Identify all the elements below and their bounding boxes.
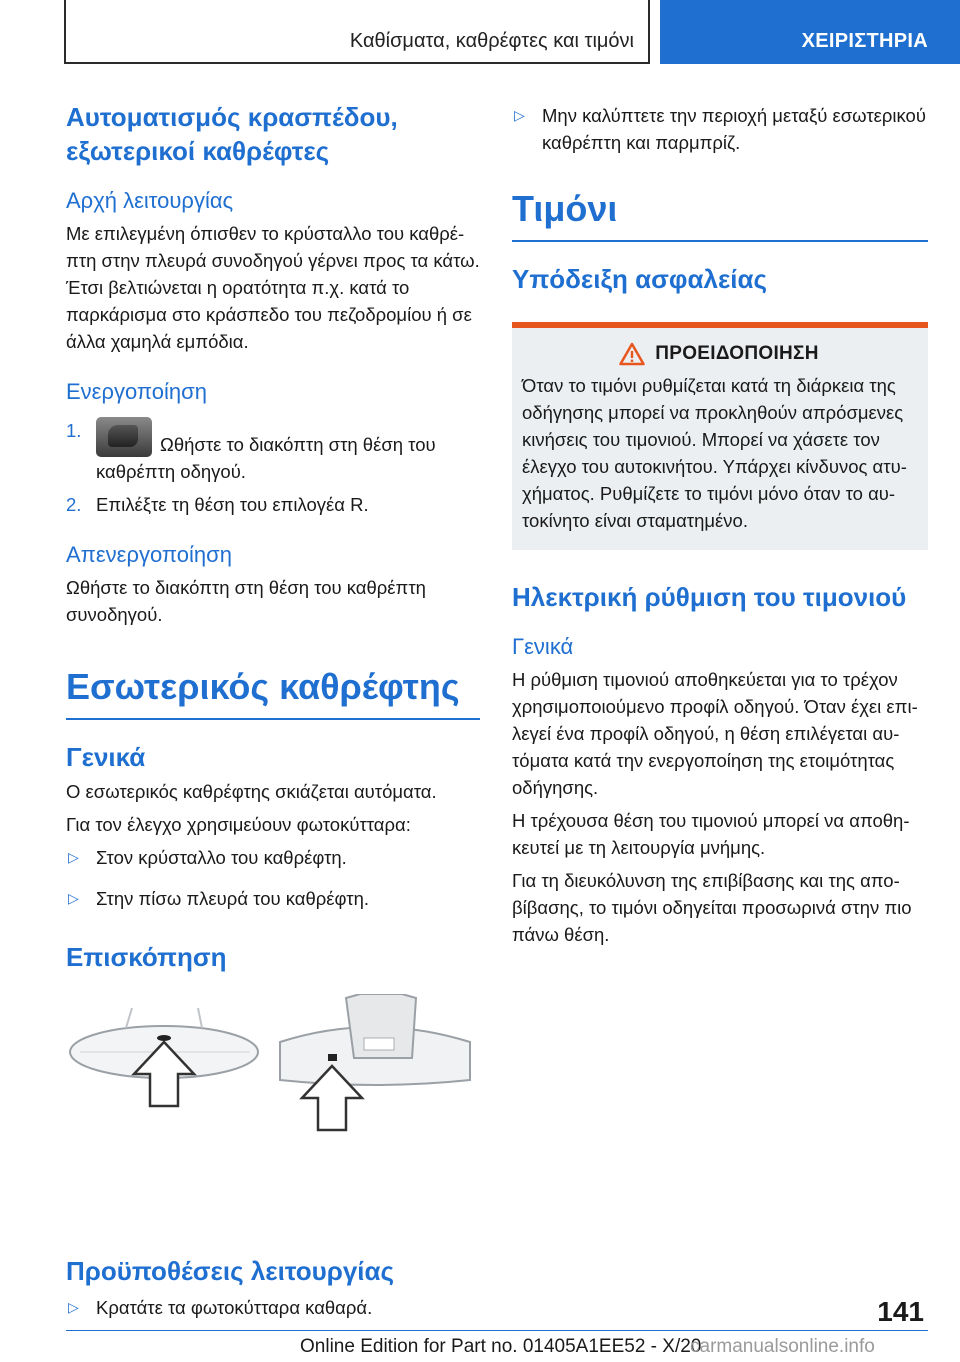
principle-heading: Αρχή λειτουργίας <box>66 188 234 213</box>
triangle-right-icon: ▷ <box>68 890 79 906</box>
safety-heading: Υπόδειξη ασφαλείας <box>512 264 768 294</box>
warning-header <box>522 342 916 366</box>
right-column <box>512 100 928 948</box>
overview-heading: Επισκόπηση <box>66 942 227 972</box>
activation-steps <box>66 417 480 518</box>
triangle-right-icon: ▷ <box>514 107 525 123</box>
interior-mirror-title: Εσωτερικός καθρέφτης <box>66 664 480 720</box>
mirror-switch-icon <box>96 417 152 457</box>
chapter-title: Καθίσματα, καθρέφτες και τιμόνι <box>349 30 634 52</box>
general-text-2: Για τον έλεγχο χρησιμεύουν φωτοκύτταρα: <box>66 814 411 835</box>
prereq-heading: Προϋποθέσεις λειτουργίας <box>66 1256 395 1286</box>
list-item <box>66 885 480 912</box>
activation-heading: Ενεργοποίηση <box>66 379 207 404</box>
left-column <box>66 100 480 1321</box>
header-chapter-box <box>64 0 650 64</box>
prereq-list <box>66 1294 480 1321</box>
list-item-text: Στην πίσω πλευρά του καθρέφτη. <box>96 888 369 909</box>
footer-watermark[interactable]: carmanualsonline.info <box>690 1336 875 1357</box>
triangle-right-icon: ▷ <box>68 1299 79 1315</box>
step-text: Ωθήστε το διακόπτη στη θέση του καθρέπτη οδηγού. <box>96 434 436 482</box>
mirror-photo <box>66 994 480 1244</box>
section-tab[interactable] <box>660 0 960 64</box>
step-item <box>66 491 480 518</box>
footer-divider <box>66 1330 928 1331</box>
deactivation-text: Ωθήστε το διακόπτη στη θέση του καθρέπτη συνοδηγού. <box>66 577 426 625</box>
list-item-text: Μην καλύπτετε την περιοχή μεταξύ εσωτερικού καθρέπτη και παρμπρίζ. <box>542 105 926 153</box>
step-item <box>66 417 480 485</box>
steering-title: Τιμόνι <box>512 186 928 242</box>
mirror-illustration <box>66 994 480 1244</box>
general-text-1: Ο εσωτερικός καθρέφτης σκιάζεται αυτόματα. <box>66 781 437 802</box>
step-text: Επιλέξτε τη θέση του επιλογέα R. <box>96 494 369 515</box>
auto-dip-title: Αυτοματισμός κρασπέδου, εξωτερικοί καθρέφτες <box>66 102 398 166</box>
deactivation-heading: Απενεργοποίηση <box>66 542 232 567</box>
electric-heading: Ηλεκτρική ρύθμιση του τιμονιού <box>512 582 907 612</box>
prereq-list-cont <box>512 102 928 156</box>
list-item <box>512 102 928 156</box>
list-item-text: Κρατάτε τα φωτοκύτταρα καθαρά. <box>96 1297 373 1318</box>
electric-text-1: Η ρύθμιση τιμονιού αποθηκεύεται για το τρέχον χρησιμοποιούμενο προφίλ οδηγού. Όταν έχει επιλεγεί ένα προφίλ οδηγού, η θέση επιλέγεται αυτόματα κατά την ενεργοποίηση της ετοιμότητας οδήγησης. <box>512 669 918 798</box>
section-tab-label: ΧΕΙΡΙΣΤΗΡΙΑ <box>801 30 928 52</box>
warning-text: Όταν το τιμόνι ρυθμίζεται κατά τη διάρκεια της οδήγησης μπορεί να προκληθούν απρόσμενες κινήσεις του τιμονιού. Μπορεί να χάσετε τον έλεγχο του αυτοκινήτου. Υπάρχει κίνδυνος ατυχήματος. Ρυθμίζετε το τιμόνι μόνο όταν το αυτοκίνητο είναι σταματημένο. <box>522 375 907 531</box>
list-item <box>66 1294 480 1321</box>
general-heading: Γενικά <box>66 742 146 772</box>
warning-title: ΠΡΟΕΙΔΟΠΟΙΗΣΗ <box>655 343 819 364</box>
electric-general-heading: Γενικά <box>512 634 574 659</box>
triangle-right-icon: ▷ <box>68 849 79 865</box>
warning-triangle-icon <box>619 342 645 366</box>
electric-text-2: Η τρέχουσα θέση του τιμονιού μπορεί να αποθηκευτεί με τη λειτουργία μνήμης. <box>512 810 910 858</box>
step-number: 1. <box>66 420 82 441</box>
page-number: 141 <box>877 1296 924 1327</box>
footer-edition: Online Edition for Part no. 01405A1EE52 - X/20 <box>300 1336 702 1357</box>
list-item <box>66 844 480 871</box>
step-number: 2. <box>66 494 82 515</box>
sensor-list <box>66 844 480 912</box>
electric-text-3: Για τη διευκόλυνση της επιβίβασης και της αποβίβασης, το τιμόνι οδηγείται προσωρινά στην πιο πάνω θέση. <box>512 870 912 945</box>
principle-text: Με επιλεγμένη όπισθεν το κρύσταλλο του καθρέπτη στην πλευρά συνοδηγού γέρνει προς τα κάτω. Έτσι βελτιώνεται η ορατότητα π.χ. κατά το παρκάρισμα στο κράσπεδο του πεζοδρομίου ή σε άλλα χαμηλά εμπόδια. <box>66 223 480 352</box>
list-item-text: Στον κρύσταλλο του καθρέφτη. <box>96 847 347 868</box>
warning-box <box>512 322 928 550</box>
